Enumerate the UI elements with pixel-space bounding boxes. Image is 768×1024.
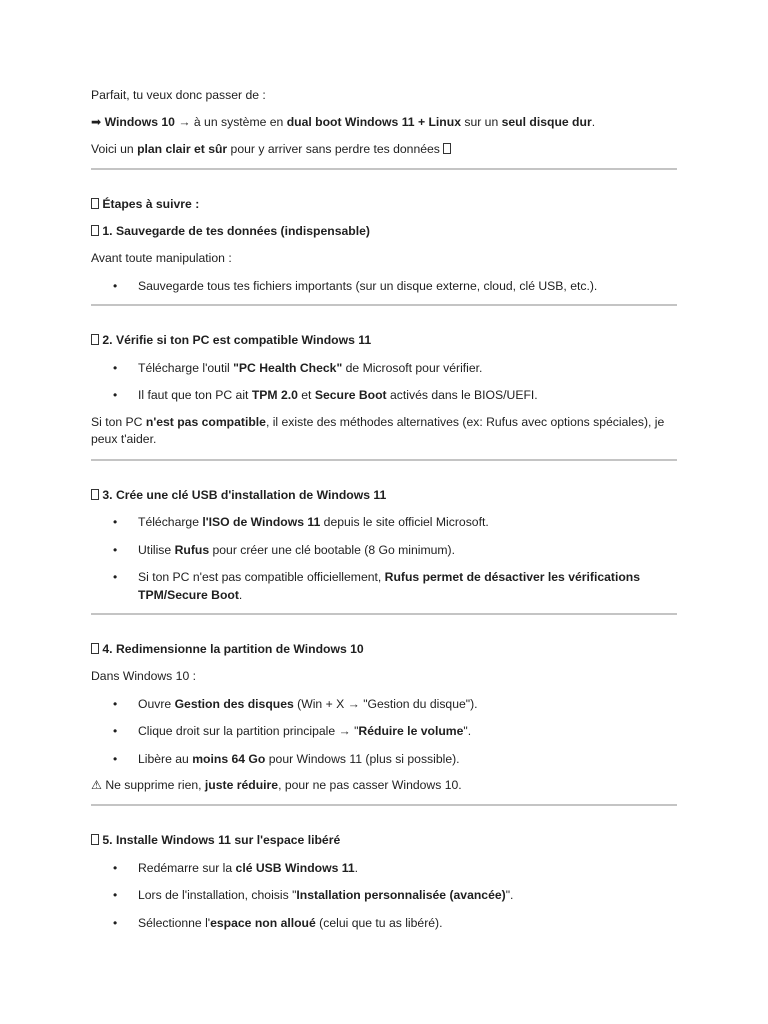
divider [91, 168, 677, 170]
bullet-icon: • [113, 752, 118, 766]
divider [91, 304, 677, 306]
missing-emoji-icon [91, 225, 99, 236]
divider [91, 613, 677, 615]
bullet-icon: • [113, 570, 118, 584]
step-4-warning: ⚠ Ne supprime rien, juste réduire, pour ne pas casser Windows 10. [91, 778, 462, 792]
bullet-icon: • [113, 861, 118, 875]
missing-emoji-icon [91, 643, 99, 654]
step-2-note: Si ton PC n'est pas compatible, il existe des méthodes alternatives (ex: Rufus avec options spéciales), je peux t'aider. [91, 415, 665, 446]
bullet-icon: • [113, 697, 118, 711]
step-2-title: 2. Vérifie si ton PC est compatible Windows 11 [91, 332, 677, 349]
right-arrow-icon: ➡ [91, 115, 102, 129]
bullet-icon: • [113, 388, 118, 402]
divider [91, 459, 677, 461]
missing-emoji-icon [91, 489, 99, 500]
missing-emoji-icon [91, 334, 99, 345]
divider [91, 804, 677, 806]
bullet-icon: • [113, 515, 118, 529]
steps-heading: Étapes à suivre : [91, 196, 677, 213]
step-4-intro: Dans Windows 10 : [91, 669, 196, 683]
step-4-title: 4. Redimensionne la partition de Windows 10 [91, 641, 677, 658]
bullet-icon: • [113, 724, 118, 738]
warning-icon: ⚠ [91, 778, 102, 792]
intro-line-1: Parfait, tu veux donc passer de : [91, 88, 266, 102]
step-5-title: 5. Installe Windows 11 sur l'espace libéré [91, 832, 677, 849]
intro-line-3: Voici un plan clair et sûr pour y arriver sans perdre tes données [91, 141, 677, 158]
bullet-icon: • [113, 916, 118, 930]
step-1-intro: Avant toute manipulation : [91, 251, 232, 265]
step-3-title: 3. Crée une clé USB d'installation de Windows 11 [91, 487, 677, 504]
missing-emoji-icon [91, 198, 99, 209]
bullet-icon: • [113, 361, 118, 375]
bullet-icon: • [113, 543, 118, 557]
missing-emoji-icon [91, 834, 99, 845]
step-1-title: 1. Sauvegarde de tes données (indispensable) [91, 223, 677, 240]
intro-line-2: ➡ Windows 10 → à un système en dual boot Windows 11 + Linux sur un seul disque dur. [91, 115, 596, 129]
bullet-icon: • [113, 888, 118, 902]
bullet-icon: • [113, 279, 118, 293]
missing-emoji-icon [443, 143, 451, 154]
